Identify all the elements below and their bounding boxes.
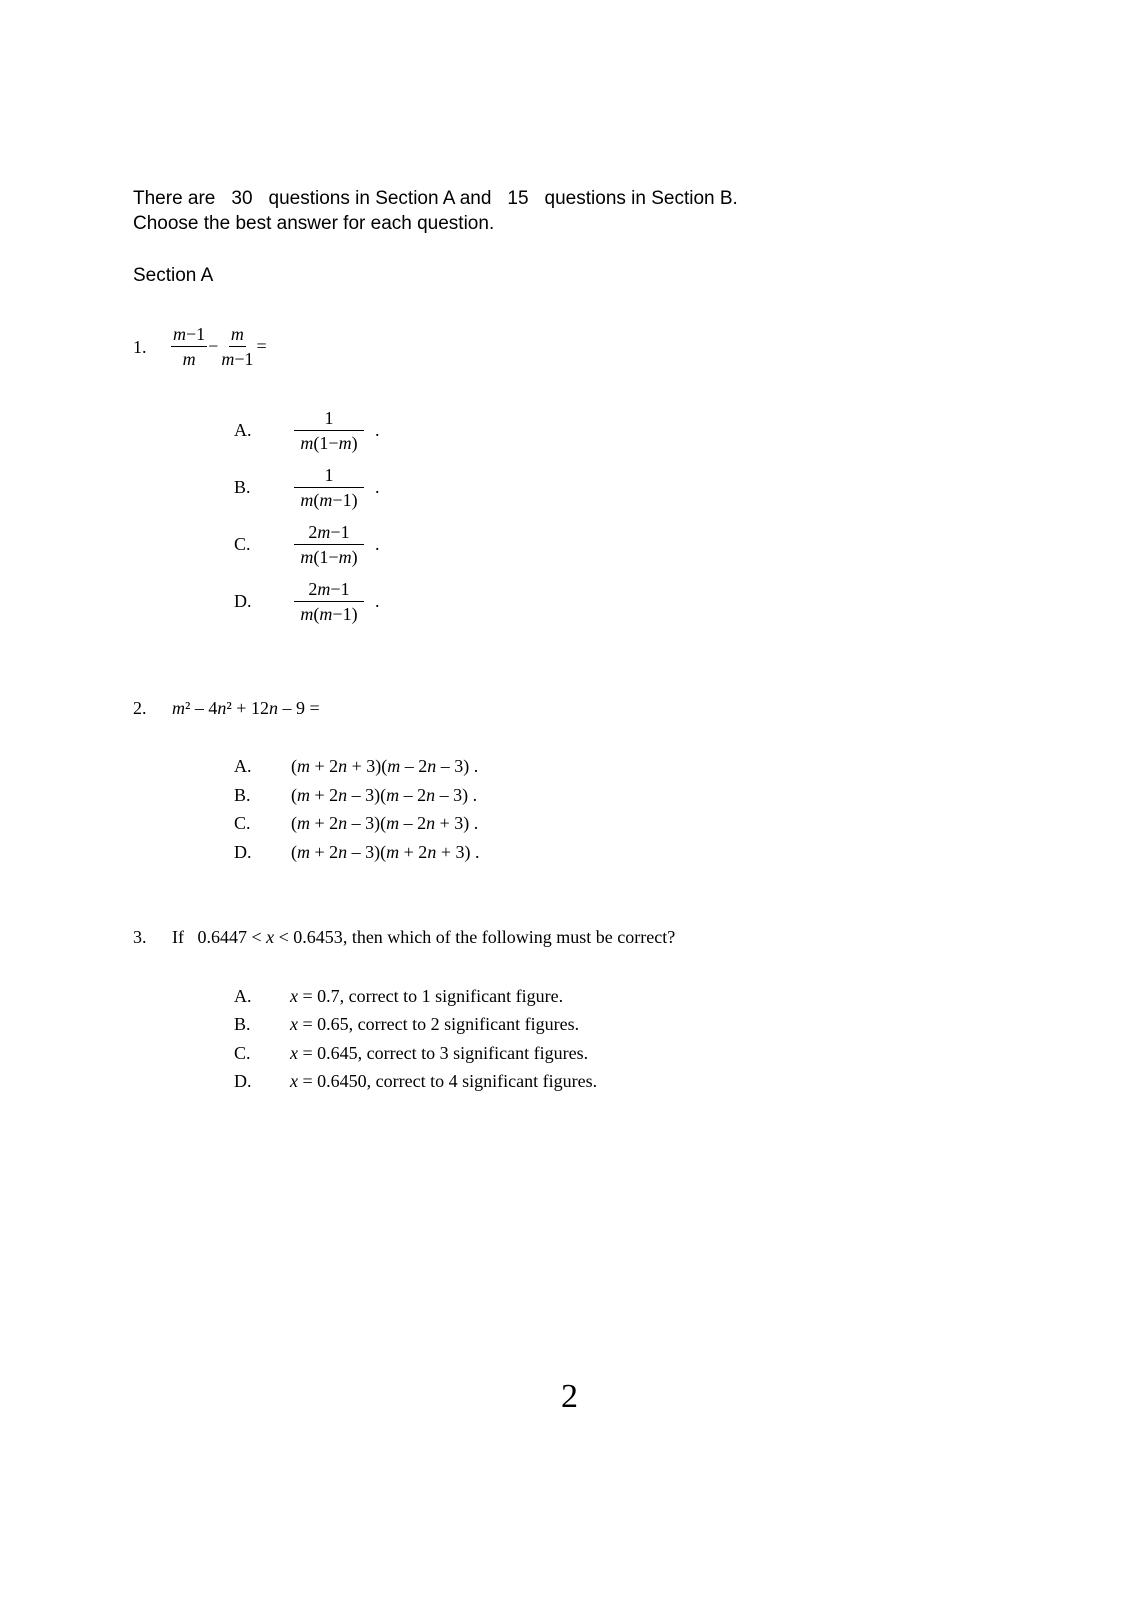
option-math: x = 0.7 bbox=[290, 986, 340, 1006]
question-2-option-c[interactable] bbox=[234, 813, 478, 834]
question-2-number: 2. bbox=[133, 698, 147, 718]
denominator: m(1−m) bbox=[300, 433, 358, 453]
option-text: , correct to 4 significant figures. bbox=[366, 1071, 598, 1091]
question-3-stem bbox=[172, 927, 675, 948]
period: . bbox=[375, 534, 380, 554]
denominator: m(m−1) bbox=[300, 490, 358, 510]
numerator: m−1 bbox=[171, 324, 207, 347]
question-3-option-b[interactable] bbox=[234, 1014, 579, 1035]
stem-text: , then which of the following must be correct? bbox=[342, 927, 676, 947]
denominator: m−1 bbox=[221, 349, 254, 369]
fraction bbox=[294, 522, 364, 567]
fraction bbox=[219, 324, 255, 369]
question-3-number: 3. bbox=[133, 927, 147, 947]
question-3-option-d[interactable] bbox=[234, 1071, 597, 1092]
fraction bbox=[294, 408, 364, 453]
option-label: A. bbox=[234, 756, 252, 776]
page-number: 2 bbox=[561, 1378, 578, 1415]
option-math: x = 0.6450 bbox=[290, 1071, 367, 1091]
option-label: B. bbox=[234, 785, 251, 805]
option-label: B. bbox=[234, 477, 251, 497]
question-2-option-d[interactable] bbox=[234, 842, 479, 863]
section-a-count: 30 bbox=[231, 188, 253, 209]
option-text: , correct to 2 significant figures. bbox=[348, 1014, 580, 1034]
numerator: 1 bbox=[294, 408, 364, 431]
option-label: C. bbox=[234, 813, 251, 833]
option-label: D. bbox=[234, 1071, 252, 1091]
intro-text: questions in Section A and bbox=[268, 188, 492, 209]
question-1-option-b[interactable] bbox=[234, 465, 380, 510]
fraction bbox=[171, 324, 207, 369]
option-label: D. bbox=[234, 842, 252, 862]
period: . bbox=[375, 477, 380, 497]
question-1-stem bbox=[170, 324, 267, 369]
option-text: , correct to 3 significant figures. bbox=[357, 1043, 589, 1063]
section-title: Section A bbox=[133, 265, 214, 286]
question-1-option-a[interactable] bbox=[234, 408, 380, 453]
question-2-option-b[interactable] bbox=[234, 785, 477, 806]
stem-text: If bbox=[172, 927, 184, 947]
option-label: C. bbox=[234, 1043, 251, 1063]
option-text: (m + 2n – 3)(m – 2n – 3) . bbox=[291, 785, 478, 805]
option-text: , correct to 1 significant figure. bbox=[339, 986, 564, 1006]
numerator: 2m−1 bbox=[294, 522, 364, 545]
stem-math: 0.6447 < x < 0.6453 bbox=[197, 927, 343, 947]
numerator: 2m−1 bbox=[294, 579, 364, 602]
question-1-option-d[interactable] bbox=[234, 579, 380, 624]
period: . bbox=[375, 420, 380, 440]
option-label: A. bbox=[234, 420, 252, 440]
numerator: m bbox=[229, 324, 246, 347]
question-2-stem: m² – 4n² + 12n – 9 = bbox=[172, 698, 320, 718]
intro-text: questions in Section B. bbox=[544, 188, 738, 209]
intro-line-1 bbox=[133, 188, 738, 210]
question-3-option-c[interactable] bbox=[234, 1043, 588, 1064]
intro-text: There are bbox=[133, 188, 216, 209]
option-label: D. bbox=[234, 591, 252, 611]
intro-line-2: Choose the best answer for each question. bbox=[133, 213, 495, 234]
section-b-count: 15 bbox=[507, 188, 529, 209]
minus-sign: − bbox=[208, 336, 219, 356]
fraction bbox=[294, 465, 364, 510]
equals-sign: = bbox=[256, 336, 267, 356]
denominator: m(1−m) bbox=[300, 547, 358, 567]
option-label: C. bbox=[234, 534, 251, 554]
option-text: (m + 2n – 3)(m + 2n + 3) . bbox=[291, 842, 480, 862]
option-math: x = 0.65 bbox=[290, 1014, 349, 1034]
option-text: (m + 2n – 3)(m – 2n + 3) . bbox=[291, 813, 479, 833]
question-2-option-a[interactable] bbox=[234, 756, 478, 777]
option-math: x = 0.645 bbox=[290, 1043, 358, 1063]
denominator: m bbox=[182, 349, 196, 369]
period: . bbox=[375, 591, 380, 611]
question-1-number: 1. bbox=[133, 337, 147, 357]
option-label: A. bbox=[234, 986, 252, 1006]
option-label: B. bbox=[234, 1014, 251, 1034]
denominator: m(m−1) bbox=[300, 604, 358, 624]
numerator: 1 bbox=[294, 465, 364, 488]
fraction bbox=[294, 579, 364, 624]
question-3-option-a[interactable] bbox=[234, 986, 563, 1007]
option-text: (m + 2n + 3)(m – 2n – 3) . bbox=[291, 756, 479, 776]
question-1-option-c[interactable] bbox=[234, 522, 380, 567]
